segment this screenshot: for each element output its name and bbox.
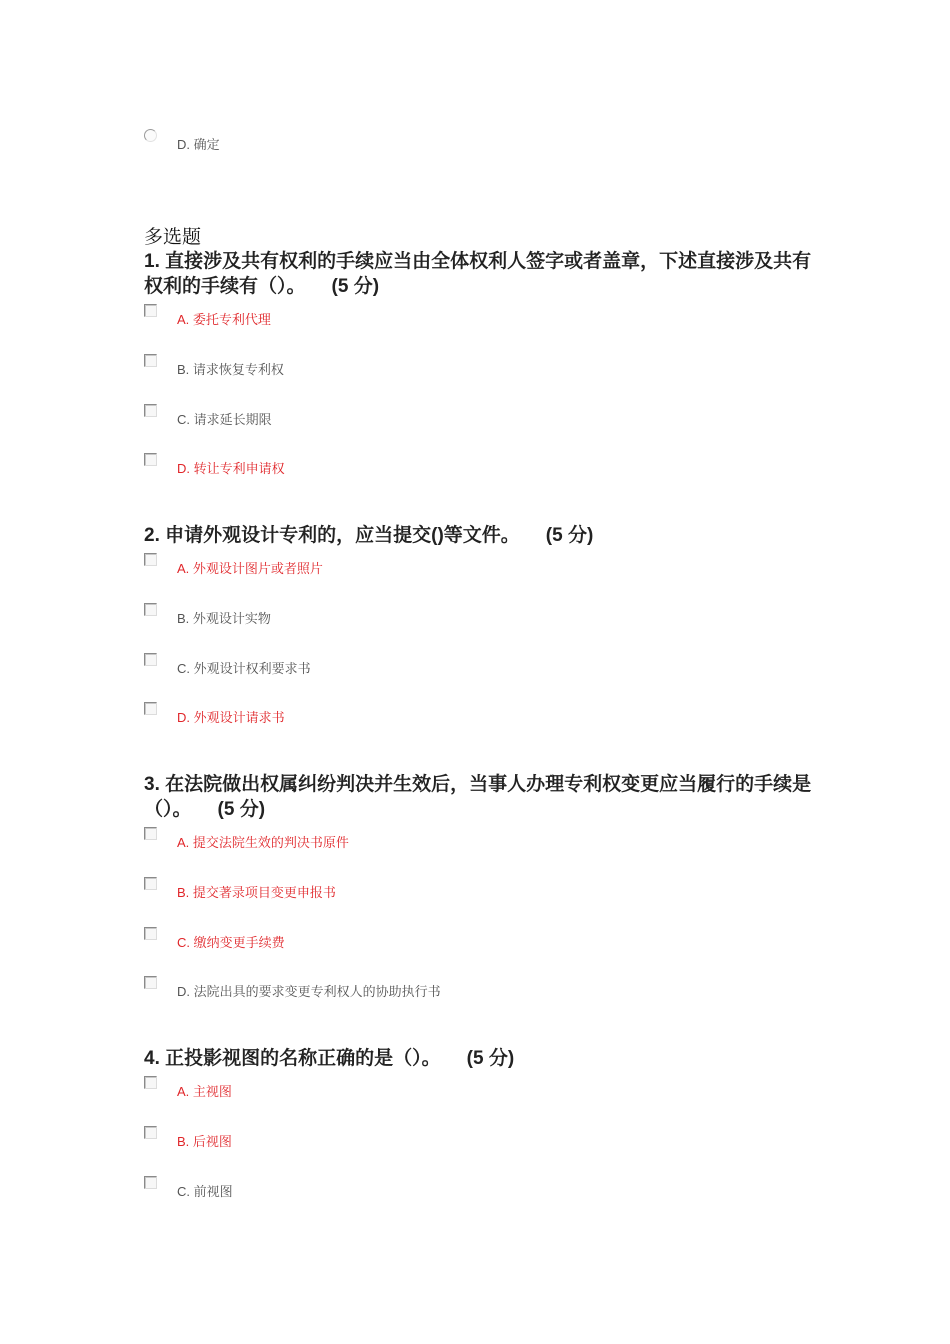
- q1-option-a[interactable]: A. 委托专利代理: [144, 303, 271, 325]
- q3-option-a[interactable]: A. 提交法院生效的判决书原件: [144, 826, 349, 848]
- q4-option-c[interactable]: C. 前视图: [144, 1175, 233, 1197]
- question-score: (5 分): [331, 276, 380, 297]
- q1-option-c[interactable]: C. 请求延长期限: [144, 403, 272, 425]
- q3-option-c[interactable]: C. 缴纳变更手续费: [144, 926, 285, 948]
- checkbox[interactable]: [144, 354, 157, 367]
- question-score: (5 分): [545, 525, 594, 546]
- checkbox[interactable]: [144, 553, 157, 566]
- checkbox[interactable]: [144, 1076, 157, 1089]
- checkbox[interactable]: [144, 453, 157, 466]
- checkbox[interactable]: [144, 653, 157, 666]
- checkbox[interactable]: [144, 976, 157, 989]
- checkbox[interactable]: [144, 702, 157, 715]
- option-label: D. 确定: [177, 137, 220, 153]
- question-score: (5 分): [466, 1048, 515, 1069]
- checkbox[interactable]: [144, 827, 157, 840]
- q3-option-b[interactable]: B. 提交著录项目变更申报书: [144, 876, 336, 898]
- question-1-title: 1. 直接涉及共有权利的手续应当由全体权利人签字或者盖章，下述直接涉及共有权利的手续有（）。 (5 分): [144, 251, 812, 297]
- checkbox[interactable]: [144, 927, 157, 940]
- question-4-title: 4. 正投影视图的名称正确的是（）。 (5 分): [144, 1048, 515, 1069]
- q3-option-d[interactable]: D. 法院出具的要求变更专利权人的协助执行书: [144, 975, 441, 997]
- checkbox[interactable]: [144, 304, 157, 317]
- checkbox[interactable]: [144, 877, 157, 890]
- checkbox[interactable]: [144, 1126, 157, 1139]
- q1-option-b[interactable]: B. 请求恢复专利权: [144, 353, 284, 375]
- q4-option-b[interactable]: B. 后视图: [144, 1125, 232, 1147]
- prev-option-d[interactable]: [144, 128, 220, 153]
- question-2-title: 2. 申请外观设计专利的，应当提交()等文件。 (5 分): [144, 525, 594, 546]
- checkbox[interactable]: [144, 404, 157, 417]
- q2-option-a[interactable]: A. 外观设计图片或者照片: [144, 552, 323, 574]
- q2-option-d[interactable]: D. 外观设计请求书: [144, 701, 285, 723]
- q2-option-c[interactable]: C. 外观设计权利要求书: [144, 652, 311, 674]
- q2-option-b[interactable]: B. 外观设计实物: [144, 602, 271, 624]
- checkbox[interactable]: [144, 1176, 157, 1189]
- question-score: (5 分): [217, 799, 266, 820]
- q1-option-d[interactable]: D. 转让专利申请权: [144, 452, 285, 474]
- radio-button[interactable]: [144, 129, 157, 142]
- q4-option-a[interactable]: A. 主视图: [144, 1075, 232, 1097]
- section-title: 多选题: [144, 226, 202, 248]
- checkbox[interactable]: [144, 603, 157, 616]
- question-3-title: 3. 在法院做出权属纠纷判决并生效后，当事人办理专利权变更应当履行的手续是（）。 (5 分): [144, 774, 812, 820]
